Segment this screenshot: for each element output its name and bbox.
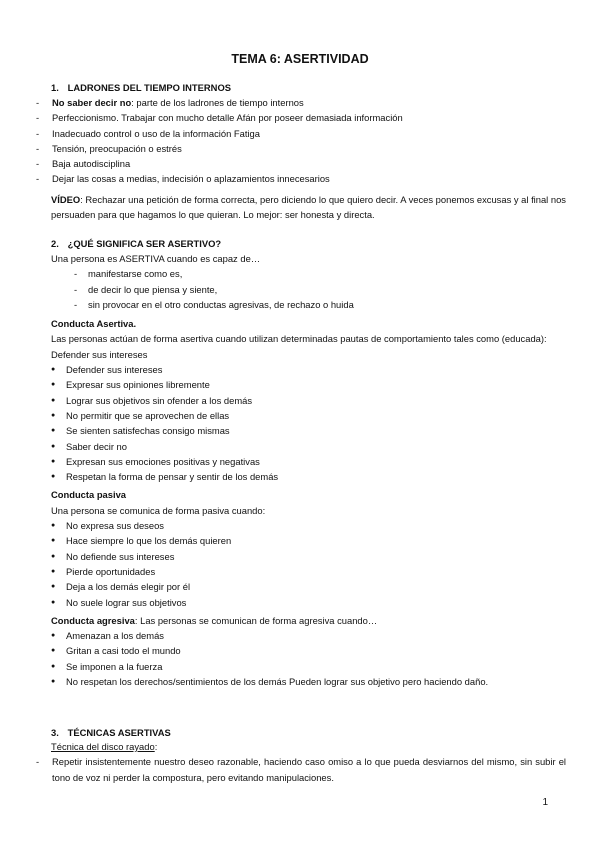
list-item: ● Saber decir no	[36, 439, 566, 454]
list-item: - sin provocar en el otro conductas agresivas, de rechazo o huida	[36, 297, 566, 312]
list-item: ● Lograr sus objetivos sin ofender a los demás	[36, 393, 566, 408]
list-item: ● Expresan sus emociones positivas y negativas	[36, 454, 566, 469]
list-item: ● No respetan los derechos/sentimientos de los demás Pueden lograr sus objetivo pero haciendo daño.	[36, 674, 566, 689]
list-item: - Repetir insistentemente nuestro deseo razonable, haciendo caso omiso a lo que pueda desviarnos del mismo, sin subir el tono de voz ni perder la compostura, pero evitando manipulaciones.	[36, 754, 566, 785]
list-item: ● No permitir que se aprovechen de ellas	[36, 408, 566, 423]
list-item: - de decir lo que piensa y siente,	[36, 282, 566, 297]
section-1	[36, 82, 566, 222]
pasiva-heading: Conducta pasiva	[51, 489, 127, 501]
asertiva-text: Las personas actúan de forma asertiva cuando utilizan determinadas pautas de comportamiento tales como (educada):	[51, 333, 547, 345]
section-2-heading: 2. ¿QUÉ SIGNIFICA SER ASERTIVO?	[51, 238, 222, 249]
document-title: TEMA 6: ASERTIVIDAD	[231, 52, 369, 66]
list-item: - Tensión, preocupación o estrés	[36, 141, 566, 156]
list-item: ● Amenazan a los demás	[36, 628, 566, 643]
list-item: ● Defender sus intereses	[36, 362, 566, 377]
list-item: - No saber decir no: parte de los ladrones de tiempo internos	[36, 95, 566, 110]
pasiva-intro: Una persona se comunica de forma pasiva cuando:	[51, 504, 266, 516]
list-item: ● Deja a los demás elegir por él	[36, 579, 566, 594]
list-item: ● Gritan a casi todo el mundo	[36, 643, 566, 658]
list-item: - Dejar las cosas a medias, indecisión o aplazamientos innecesarios	[36, 171, 566, 186]
list-item: ● Pierde oportunidades	[36, 564, 566, 579]
list-item: - manifestarse como es,	[36, 266, 566, 281]
agresiva-paragraph: Conducta agresiva: Las personas se comunican de forma agresiva cuando…	[51, 614, 378, 626]
list-item: ● Se imponen a la fuerza	[36, 659, 566, 674]
section-3-heading: 3. TÉCNICAS ASERTIVAS	[51, 727, 171, 738]
list-item: ● No expresa sus deseos	[36, 518, 566, 533]
list-item: ● No defiende sus intereses	[36, 549, 566, 564]
list-item: ● No suele lograr sus objetivos	[36, 595, 566, 610]
asertiva-label: Defender sus intereses	[51, 348, 148, 360]
list-item: ● Expresar sus opiniones libremente	[36, 377, 566, 392]
video-paragraph: VÍDEO: Rechazar una petición de forma correcta, pero diciendo lo que quiero decir. A veces ponemos excusas y al final nos persuaden para que hagamos lo que quieran. Lo mejor: ser honesta y directa.	[51, 193, 566, 221]
technique-title: Técnica del disco rayado:	[51, 741, 158, 752]
section-2	[36, 238, 566, 689]
asertiva-heading: Conducta Asertiva.	[51, 318, 137, 330]
list-item: - Perfeccionismo. Trabajar con mucho detalle Afán por poseer demasiada información	[36, 110, 566, 125]
list-item: ● Hace siempre lo que los demás quieren	[36, 533, 566, 548]
list-item: - Inadecuado control o uso de la información Fatiga	[36, 126, 566, 141]
list-item: ● Se sienten satisfechas consigo mismas	[36, 423, 566, 438]
section-3	[36, 727, 566, 785]
list-item: ● Respetan la forma de pensar y sentir de los demás	[36, 469, 566, 484]
list-item: - Baja autodisciplina	[36, 156, 566, 171]
page-number: 1	[542, 797, 548, 808]
section-1-heading: 1. LADRONES DEL TIEMPO INTERNOS	[51, 82, 231, 93]
section-2-intro: Una persona es ASERTIVA cuando es capaz de…	[51, 253, 261, 264]
